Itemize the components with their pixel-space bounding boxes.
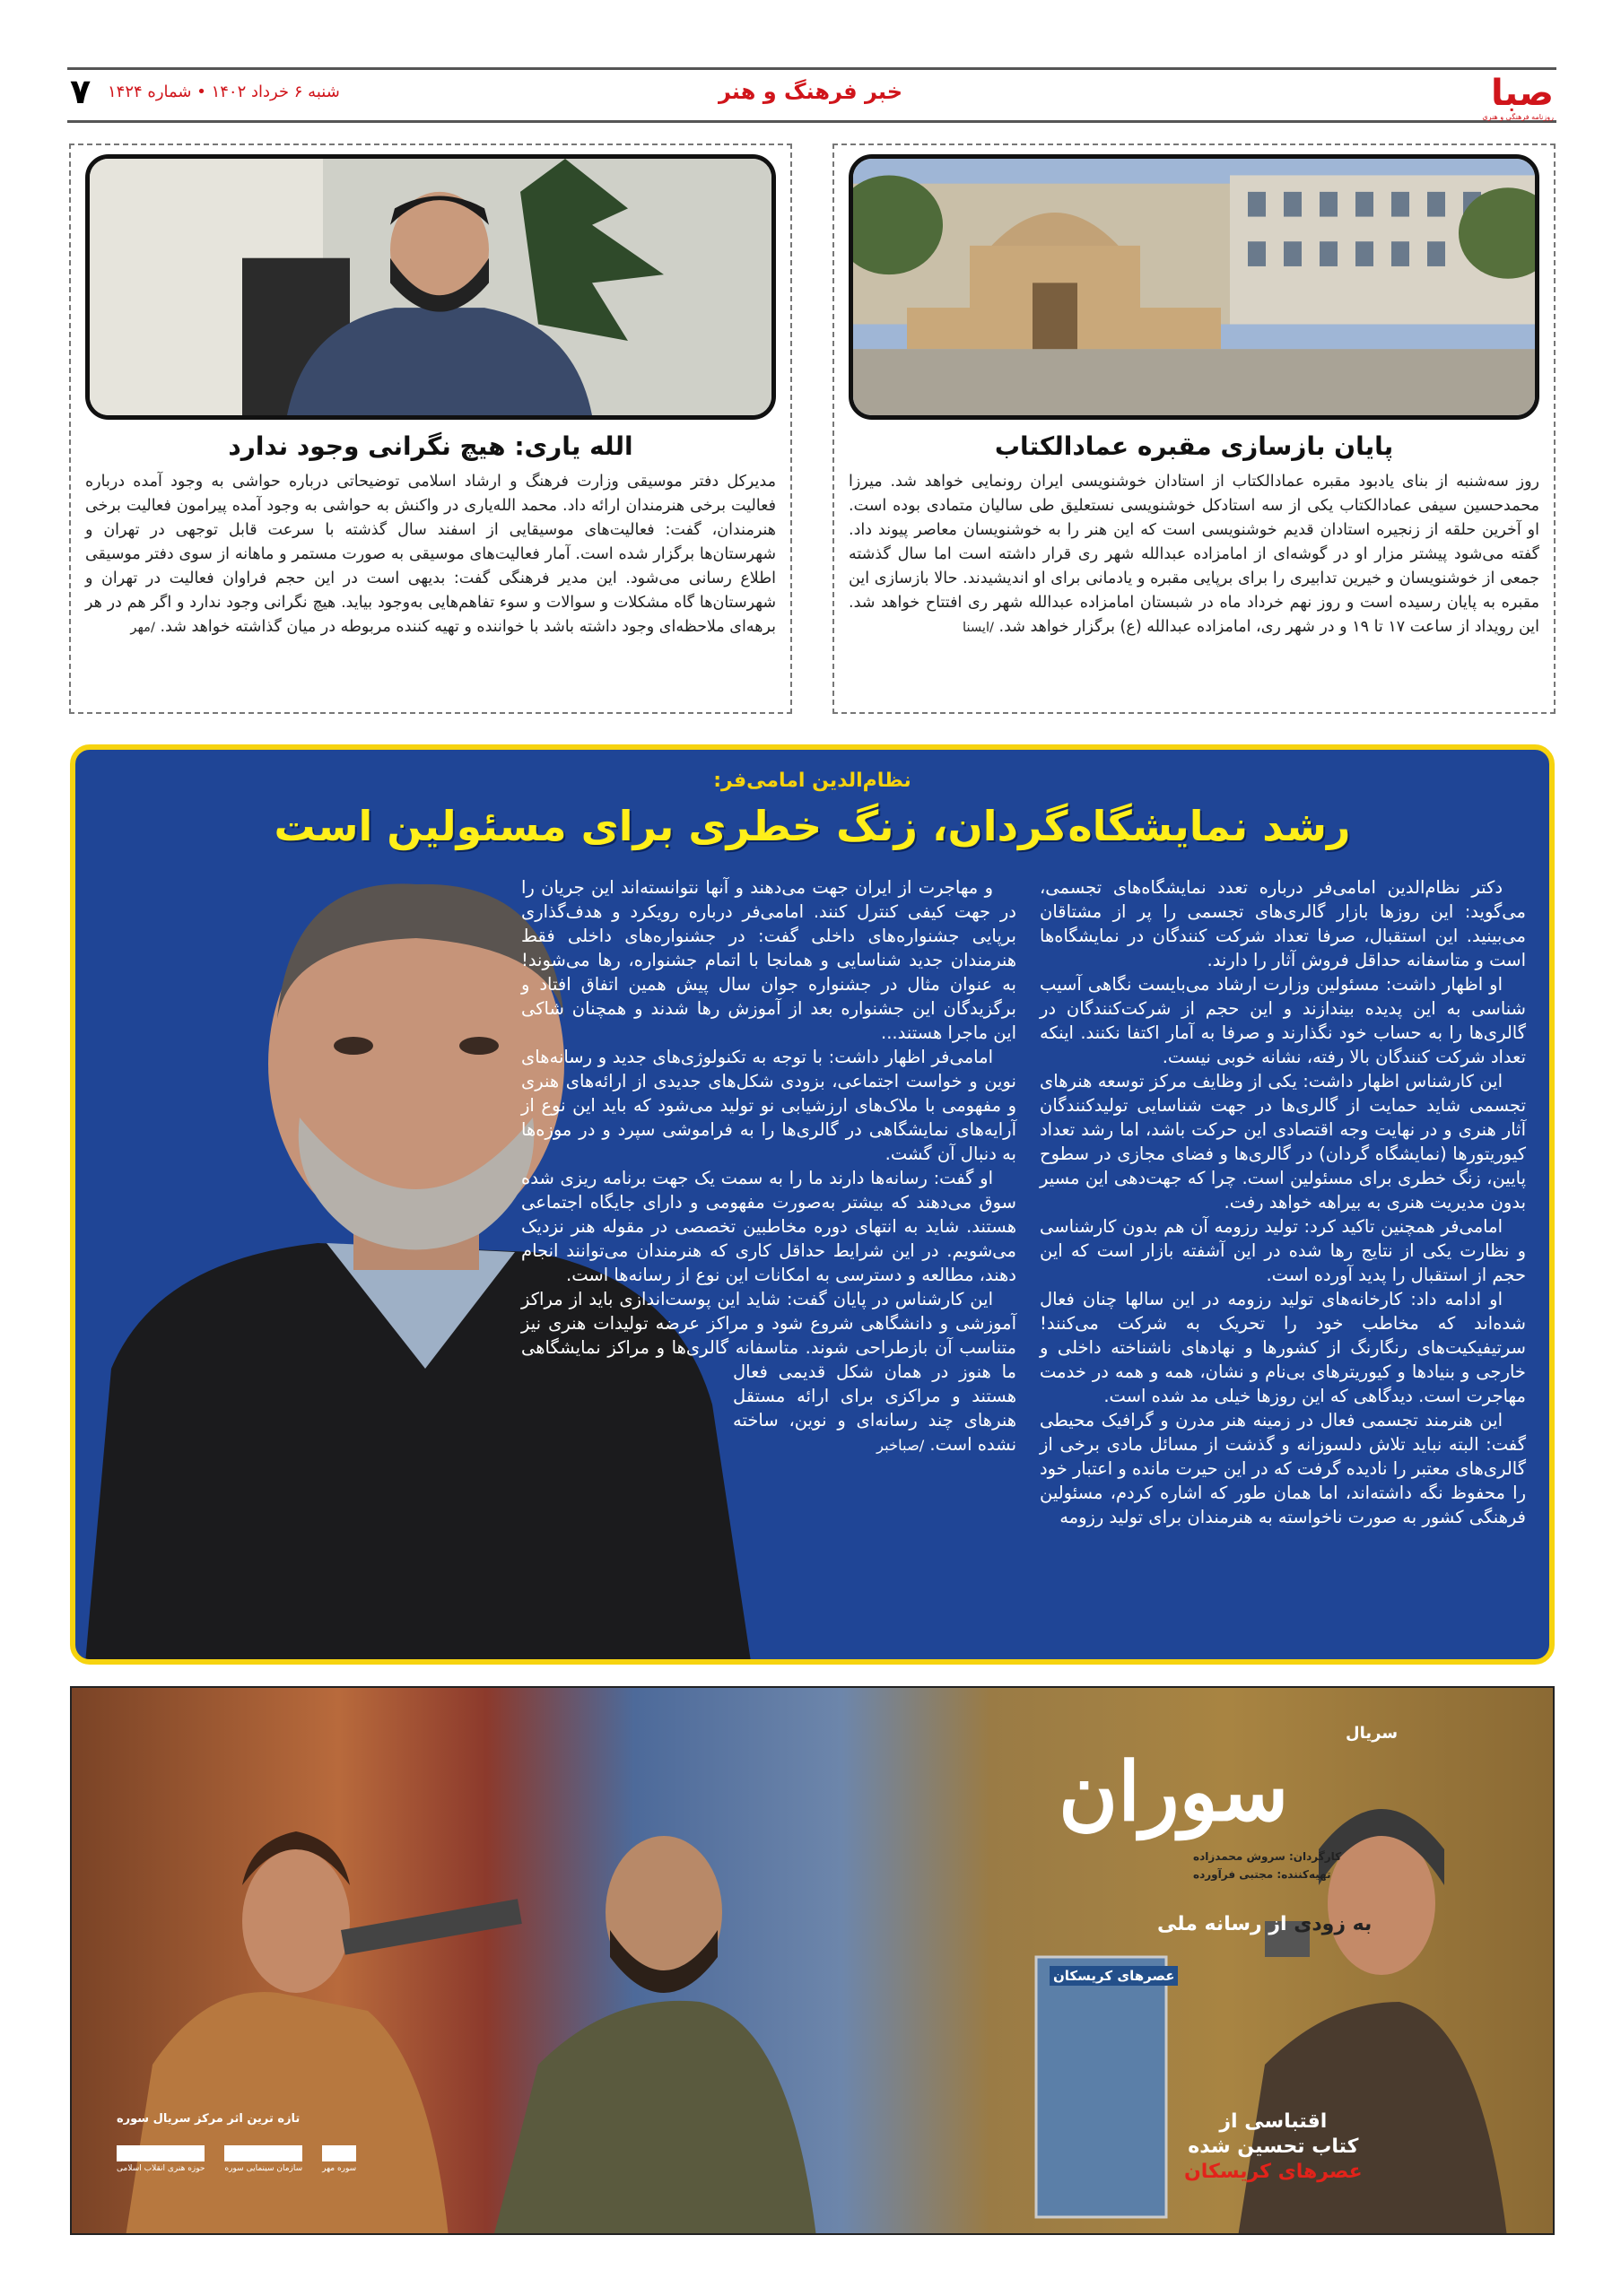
feature-column-middle xyxy=(521,875,1016,1665)
dateline: شنبه ۶ خرداد ۱۴۰۲ • شماره ۱۴۲۴ xyxy=(108,83,340,101)
hozeh-honari-logo: حوزه هنری انقلاب اسلامی xyxy=(117,2145,205,2174)
paragraph: این هنرمند تجسمی فعال در زمینه هنر مدرن و گرافیک محیطی گفت: البته نباید تلاش دلسوزانه و گذشت از مسائل مادی برخی از گالری‌های معتبر را نادیده گرفت که در این حیرت مانده و اعتبار خود را محفوظ نگه داشته‌اند، اما همان طور که اشاره کردم، مسئولین فرهنگی کشور به صورت ناخواسته به هنرمندان برای تولید رزومه xyxy=(1040,1410,1526,1527)
paragraph: این کارشناس در پایان گفت: شاید این پوست‌اندازی باید از مراکز آموزشی و دانشگاهی شروع شود و مراکز عرضه تولیدات هنری نیز متناسب آن بازطراحی شوند. متاسفانه گالری‌ها و مراکز نمایشگاهی ما هنوز در همان شکل قدیمی فعال هستند و مراکزی برای ارائه مستقل هنرهای چند رسانه‌ای و نوین، ساخته نشده است. xyxy=(521,1289,1016,1455)
adaptation-line: اقتباسی از xyxy=(1219,2110,1328,2133)
tomb-photo xyxy=(849,154,1539,420)
newspaper-logo xyxy=(1482,74,1554,122)
article-body xyxy=(849,470,1539,639)
paragraph: این کارشناس اظهار داشت: یکی از وظایف مرکز توسعه هنرهای تجسمی شاید حمایت از گالری‌ها در جهت شناسایی تولیدکنندگان آثار هنری و در نهایت وجه اقتصادی این حرکت باشد، اما رشد تعداد کیوریتورها (نمایشگاه گردان) در گالری‌ها و فضای مجازی در سطوح پایین، زنگ خطری برای مسئولین است. چرا که جهت‌دهی این مسیر بدون مدیریت هنری به بیراهه خواهد رفت. xyxy=(1040,1071,1526,1213)
page-number: ۷ xyxy=(70,72,92,111)
allahyari-photo xyxy=(85,154,776,420)
sooreh-cinema-logo: سازمان سینمایی سوره xyxy=(224,2145,302,2174)
header-top-rule xyxy=(67,67,1556,70)
coming-soon: به زودی xyxy=(1294,1913,1373,1935)
paragraph: او اظهار داشت: مسئولین وزارت ارشاد می‌بایست نگاهی آسیب شناسی به این پدیده بیندازند و این حجم از شرکت‌کنندگان در گالری‌ها را به حساب خود نگذارند و صرفا به آمار اکتفا نکنند. اینکه تعداد شرکت کنندگان بالا رفته، نشانه خوبی نیست. xyxy=(1040,974,1526,1067)
paragraph: او گفت: رسانه‌ها دارند ما را به سمت یک جهت برنامه ریزی شده سوق می‌دهند که بیشتر به‌صورت مفهومی و دارای جایگاه اجتماعی هستند. شاید به انتهای دوره مخاطبین تخصصی در مقوله هنر نزدیک می‌شویم. در این شرایط حداقل کاری که هنرمندان می‌توانند انجام دهند، مطالعه و دسترسی به امکانات این نوع از رسانه‌ها است. xyxy=(521,1168,1016,1285)
logo-tagline: روزنامه فرهنگی و هنری xyxy=(1482,113,1554,121)
sponsor-logos xyxy=(117,2145,356,2174)
article-source: /ایسنا xyxy=(963,620,994,635)
article-source: /مهر xyxy=(130,620,155,635)
adaptation-line: کتاب تحسین شده xyxy=(1188,2135,1359,2158)
article-emad-tomb xyxy=(832,144,1556,714)
adaptation-note xyxy=(1184,2109,1363,2185)
broadcast-note xyxy=(1157,1912,1372,1937)
article-allahyari xyxy=(69,144,792,714)
director-credit: کارگردان: سروش محمدزاده xyxy=(1193,1850,1342,1863)
feature-source: /صباخبر xyxy=(876,1437,925,1454)
book-cover-title: عصرهای کریسکان xyxy=(1050,1966,1178,1986)
series-advertisement xyxy=(70,1686,1555,2235)
paragraph: و مهاجرت از ایران جهت می‌دهند و آنها نتوانسته‌اند این جریان را در جهت کیفی کنترل کنند. امامی‌فر درباره رویکرد و هدف‌گذاری برپایی جشنواره‌های داخلی گفت: در جشنواره‌های داخلی فقط هنرمندان جدید شناسایی و همانجا با اتمام جشنواره، رها می‌شوند! به عنوان مثال در جشنواره جوان سال پیش همین اتفاق افتاد و برگزیدگان این جشنواره بعد از آموزش رها شدند و همچنان شاکی این ماجرا هستند... xyxy=(521,877,1016,1043)
paragraph: او ادامه داد: کارخانه‌های تولید رزومه در این سالها چنان فعال شده‌اند که مخاطب خود را تحریک به شرکت می‌کنند! سرتیفیکیت‌های رنگارنگ از کشورها و نهادهای ناشناخته داخلی و خارجی و بنیادها و کیوریترهای بی‌نام و نشان، همه و همه در خدمت مهاجرت است. دیدگاهی که این روزها خیلی مد شده است. xyxy=(1040,1289,1526,1406)
series-label: سریال xyxy=(1346,1724,1399,1743)
paragraph: امامی‌فر اظهار داشت: با توجه به تکنولوژی‌های جدید و رسانه‌های نوین و خواست اجتماعی، بزودی شکل‌های جدیدی از ارائه‌های هنری و مفهومی با ملاک‌های ارزشیابی نو تولید می‌شود که باید این نوع از آرایه‌های نمایشگاهی در گالری‌ها را به فراموشی سپرد و در موزه‌ها به دنبال آن گشت. xyxy=(521,1047,1016,1164)
paragraph: امامی‌فر همچنین تاکید کرد: تولید رزومه آن هم بدون کارشناسی و نظارت یکی از نتایج رها شده در این آشفته بازار است که این حجم از استقبال را پدید آورده است. xyxy=(1040,1216,1526,1285)
logo-text: صبا xyxy=(1491,73,1554,114)
series-title: سوران xyxy=(1059,1744,1289,1839)
article-text: روز سه‌شنبه از بنای یادبود مقبره عمادالکتاب از استادان خوشنویسی ایران رونمایی خواهد شد. میرزا محمدحسین سیفی عمادالکتاب یکی از سه استادکل خوشنویسی نستعلیق طی سالیان متمادی بوده است. او آخرین حلقه از زنجیره استادان قدیم خوشنویسی است که این هنر را به خوشنویسان معاصر پیوند داد. گفته می‌شود پیشتر مزار او در گوشه‌ای از امامزاده عبدالله شهر ری قرار داشته است اما سال گذشته جمعی از خوشنویسان و خیرین تدابیری را برای برپایی مقبره و یادمانی برای او اندیشیدند. حالا بازسازی این مقبره به پایان رسیده است و روز نهم خرداد ماه در شبستان امامزاده عبدالله شهر ری افتتاح خواهد شد. این رویداد از ساعت ۱۷ تا ۱۹ و در شهر ری، امامزاده عبدالله (ع) برگزار خواهد شد. xyxy=(849,473,1539,636)
feature-kicker: نظام‌الدین امامی‌فر: xyxy=(713,770,911,792)
article-body xyxy=(85,470,776,639)
article-title: الله یاری: هیچ نگرانی وجود ندارد xyxy=(228,431,633,461)
book-title: عصرهای کریسکان xyxy=(1184,2161,1363,2183)
header-bottom-rule xyxy=(67,120,1556,123)
producer-tagline: تازه ترین اثر مرکز سریال سوره xyxy=(117,2112,301,2126)
section-title: خبر فرهنگ و هنر xyxy=(718,79,903,104)
broadcast-channel: از رسانه ملی xyxy=(1157,1913,1287,1935)
feature-headline: رشد نمایشگاه‌گردان، زنگ خطری برای مسئولین است xyxy=(274,802,1351,850)
feature-column-right xyxy=(1040,875,1526,1529)
paragraph: دکتر نظام‌الدین امامی‌فر درباره تعدد نمایشگاه‌های تجسمی، می‌گوید: این روزها بازار گالری‌های تجسمی را پر از مشتاقان می‌بینید. این استقبال، صرفا تعداد شرکت کنندگان در نمایشگاه‌ها است و متاسفانه حداقل فروش آثار را دارند. xyxy=(1040,877,1526,970)
feature-interview xyxy=(70,744,1555,1665)
article-text: مدیرکل دفتر موسیقی وزارت فرهنگ و ارشاد اسلامی توضیحاتی درباره حواشی به وجود آمده درباره فعالیت برخی هنرمندان ارائه داد. محمد الله‌یاری در واکنش به حواشی به وجود آمده پیرامون فعالیت برخی هنرمندان، گفت: فعالیت‌های موسیقایی از اسفند سال گذشته با سرعت قابل توجهی در تهران و شهرستان‌ها برگزار شده است. آمار فعالیت‌های موسیقی به صورت مستمر و ماهانه از سوی دفتر موسیقی اطلاع رسانی می‌شود. این مدیر فرهنگی گفت: بدیهی است در این حجم فراوان فعالیت در تهران و شهرستان‌ها گاه مشکلات و سوالات و سوء تفاهم‌هایی به‌وجود بیاید. هیچ نگرانی وجود ندارد و اگر هم در هر برهه‌ای ملاحظه‌ای وجود داشته باشد با خواننده و تهیه کننده مربوطه در میان گذاشته خواهد شد. xyxy=(85,473,776,636)
sooreh-mehr-logo: سوره مهر xyxy=(322,2145,356,2174)
producer-credit: تهیه‌کننده: مجتبی فرآورده xyxy=(1193,1868,1331,1881)
article-title: پایان بازسازی مقبره عمادالکتاب xyxy=(994,431,1394,461)
